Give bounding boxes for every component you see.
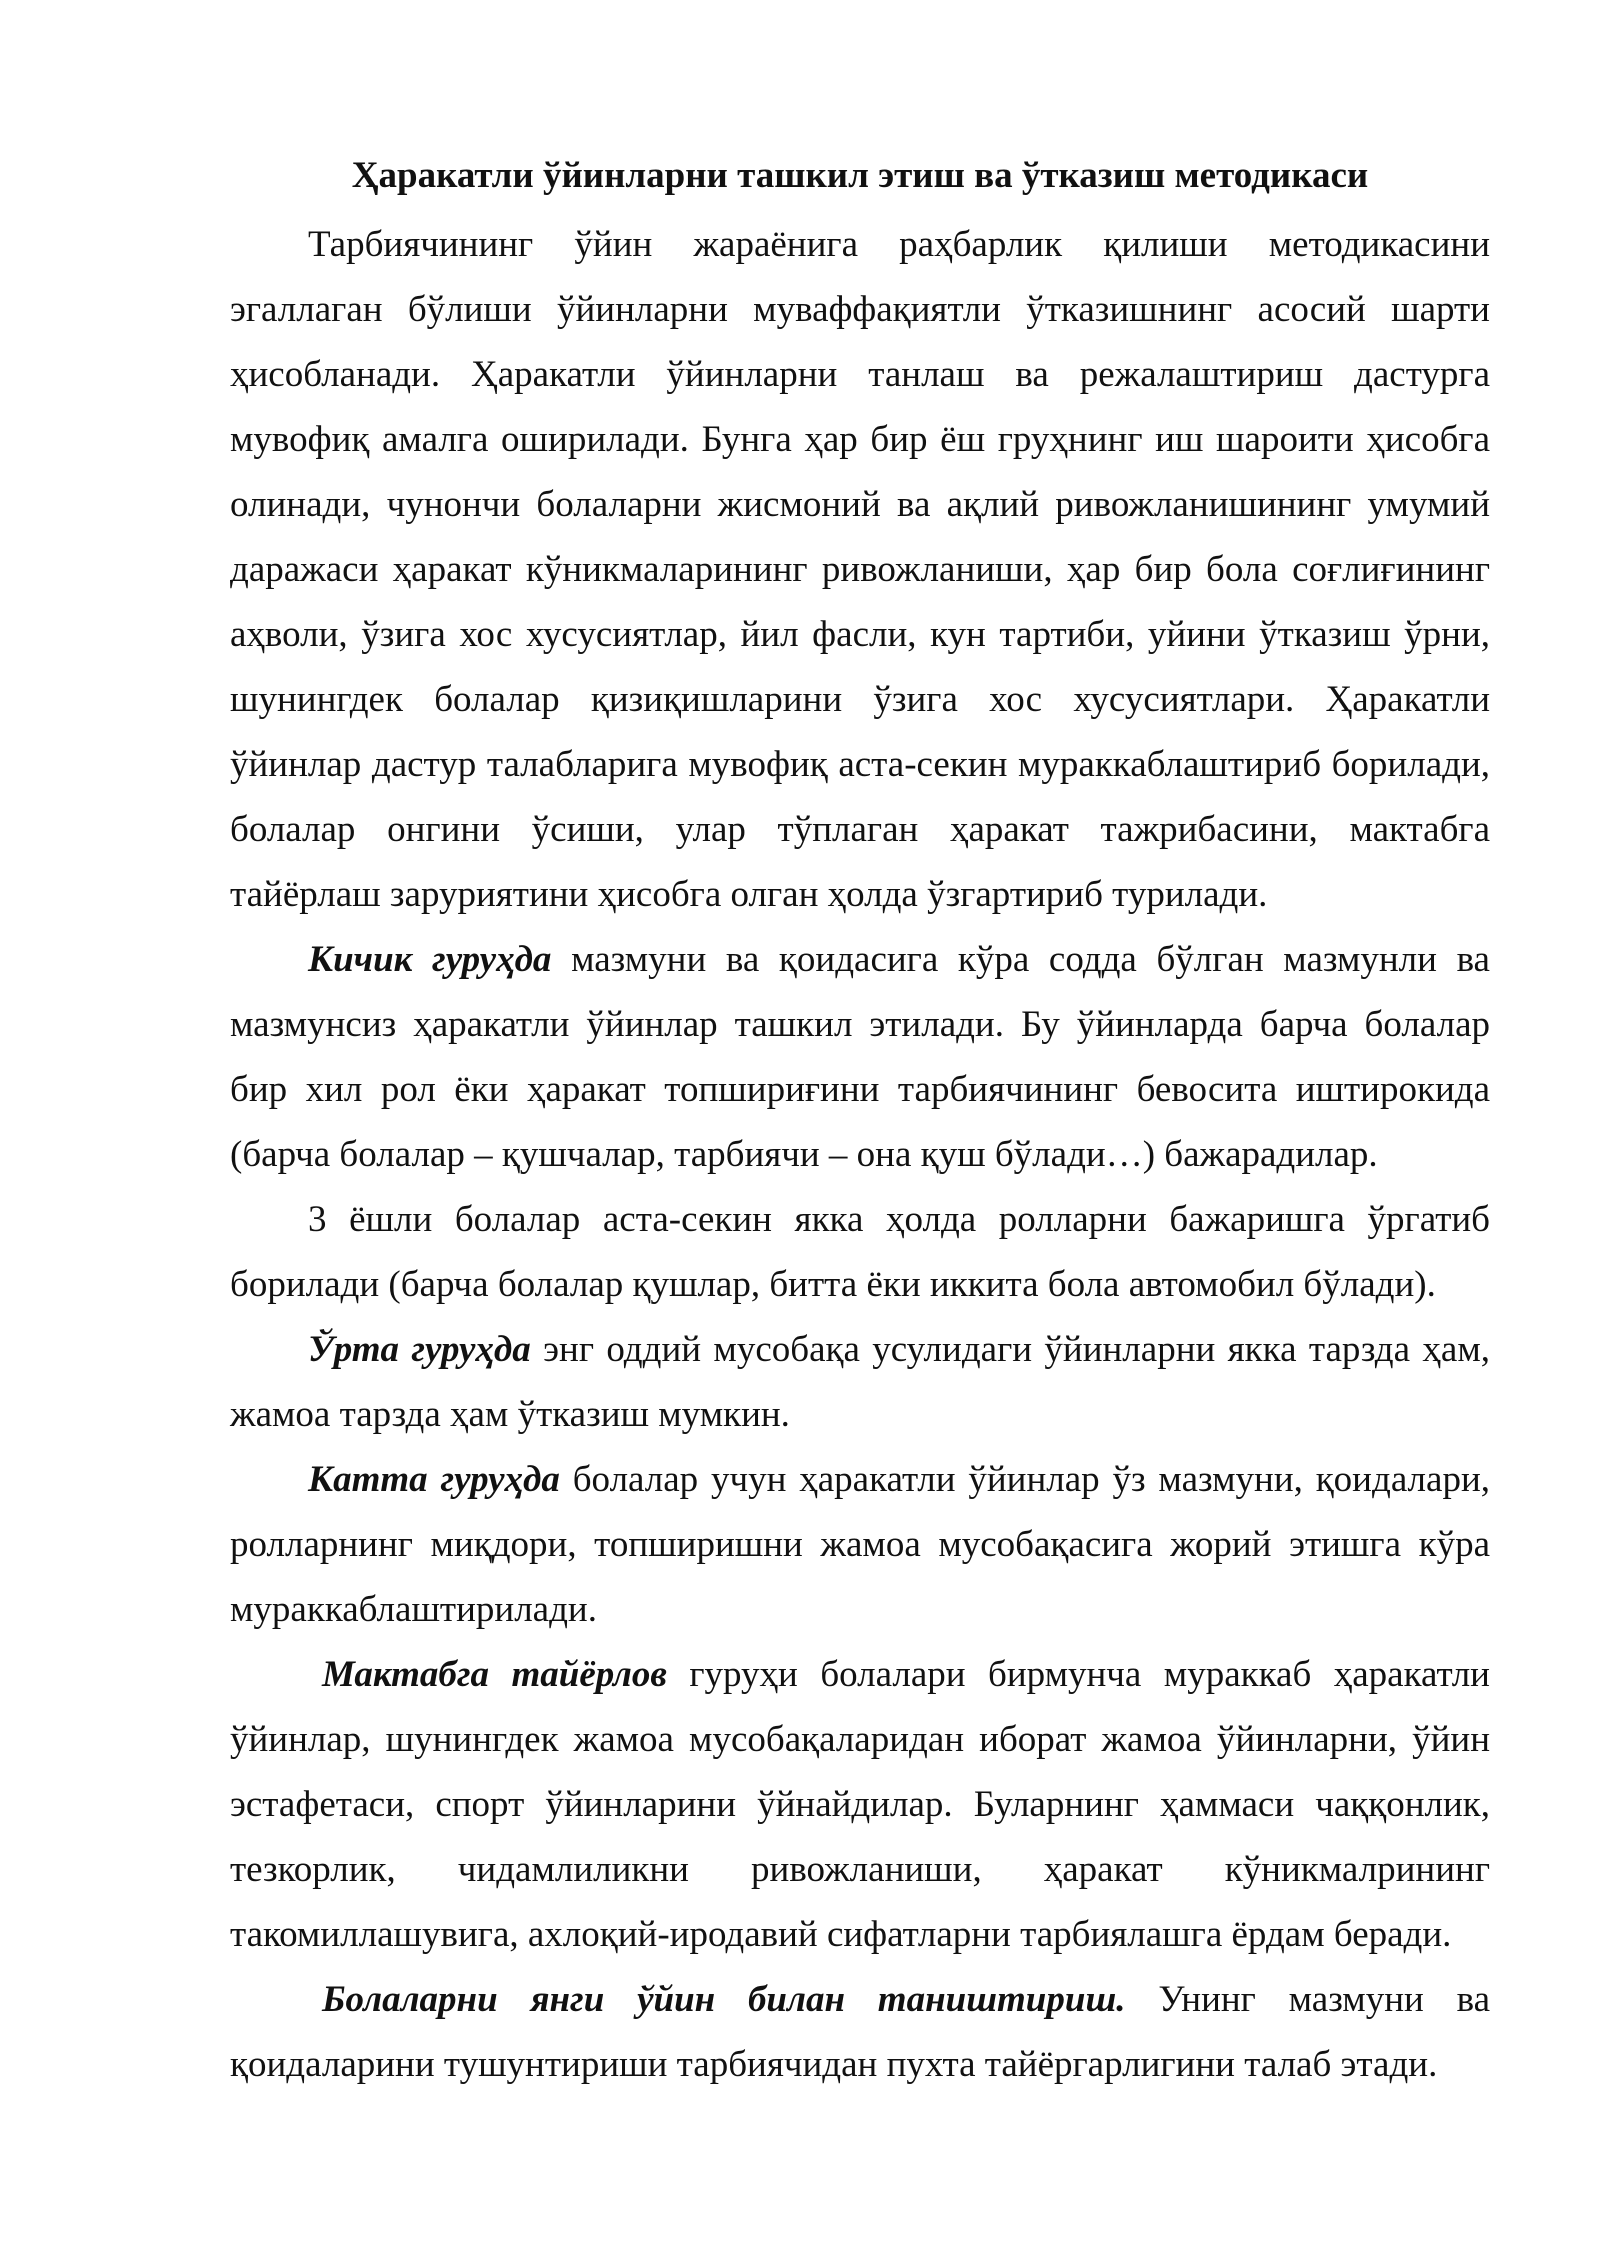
paragraph-small-group: [230, 927, 1490, 1187]
document-title: Ҳаракатли ўйинларни ташкил этиш ва ўтказиш методикаси: [351, 155, 1369, 196]
paragraph-intro: [230, 212, 1490, 927]
document-page: [230, 140, 1490, 2097]
paragraph-text: болалар учун ҳаракатли ўйинлар ўз мазмуни, қоидалари, ролларнинг миқдори, топширишни жамоа мусобақасига жорий этишга кўра мураккаблаштирилади.: [230, 1459, 1490, 1630]
paragraph-three-year-olds: [230, 1187, 1490, 1317]
paragraph-lead: Мактабга тайёрлов: [322, 1654, 667, 1695]
paragraph-lead: Кичик гуруҳда: [308, 939, 552, 980]
paragraph-preparatory-group: [230, 1642, 1490, 1967]
paragraph-text: мазмуни ва қоидасига кўра содда бўлган мазмунли ва мазмунсиз ҳаракатли ўйинлар ташкил этилади. Бу ўйинларда барча болалар бир хил рол ёки ҳаракат топшириғини тарбиячининг бевосита иштирокида (барча болалар – қушчалар, тарбиячи – она қуш бўлади…) бажарадилар.: [230, 939, 1490, 1175]
paragraph-lead: Болаларни янги ўйин билан таништириш.: [322, 1979, 1126, 2020]
paragraph-text: Унинг мазмуни ва қоидаларини тушунтириши тарбиячидан пухта тайёргарлигини талаб этади.: [230, 1979, 1490, 2085]
paragraph-middle-group: [230, 1317, 1490, 1447]
paragraph-lead: Катта гуруҳда: [308, 1459, 560, 1500]
paragraph-text: энг оддий мусобақа усулидаги ўйинларни якка тарзда ҳам, жамоа тарзда ҳам ўтказиш мумкин.: [230, 1329, 1490, 1435]
paragraph-text: 3 ёшли болалар аста-секин якка ҳолда ролларни бажаришга ўргатиб борилади (барча болалар қушлар, битта ёки иккита бола автомобил бўлади).: [230, 1199, 1490, 1305]
paragraph-new-game: [230, 1967, 1490, 2097]
paragraph-senior-group: [230, 1447, 1490, 1642]
paragraph-text: гуруҳи болалари бирмунча мураккаб ҳаракатли ўйинлар, шунингдек жамоа мусобақаларидан иборат жамоа ўйинларни, ўйин эстафетаси, спорт ўйинларини ўйнайдилар. Буларнинг ҳаммаси чаққонлик, тезкорлик, чидамлиликни ривожланиши, ҳаракат кўникмалрининг такомиллашувига, ахлоқий-иродавий сифатларни тарбиялашга ёрдам беради.: [230, 1654, 1490, 1955]
paragraph-lead: Ўрта гуруҳда: [308, 1329, 531, 1370]
paragraph-text: Тарбиячининг ўйин жараёнига раҳбарлик қилиши методикасини эгаллаган бўлиши ўйинларни муваффақиятли ўтказишнинг асосий шарти ҳисобланади. Ҳаракатли ўйинларни танлаш ва режалаштириш дастурга мувофиқ амалга оширилади. Бунга ҳар бир ёш груҳнинг иш шароити ҳисобга олинади, чунончи болаларни жисмоний ва ақлий ривожланишининг умумий даражаси ҳаракат кўникмаларининг ривожланиши, ҳар бир бола соғлиғининг аҳволи, ўзига хос хусусиятлар, йил фасли, кун тартиби, уйини ўтказиш ўрни, шунингдек болалар қизиқишларини ўзига хос хусусиятлари. Ҳаракатли ўйинлар дастур талабларига мувофиқ аста-секин мураккаблаштириб борилади, болалар онгини ўсиши, улар тўплаган ҳаракат тажрибасини, мактабга тайёрлаш заруриятини ҳисобга олган ҳолда ўзгартириб турилади.: [230, 224, 1490, 915]
